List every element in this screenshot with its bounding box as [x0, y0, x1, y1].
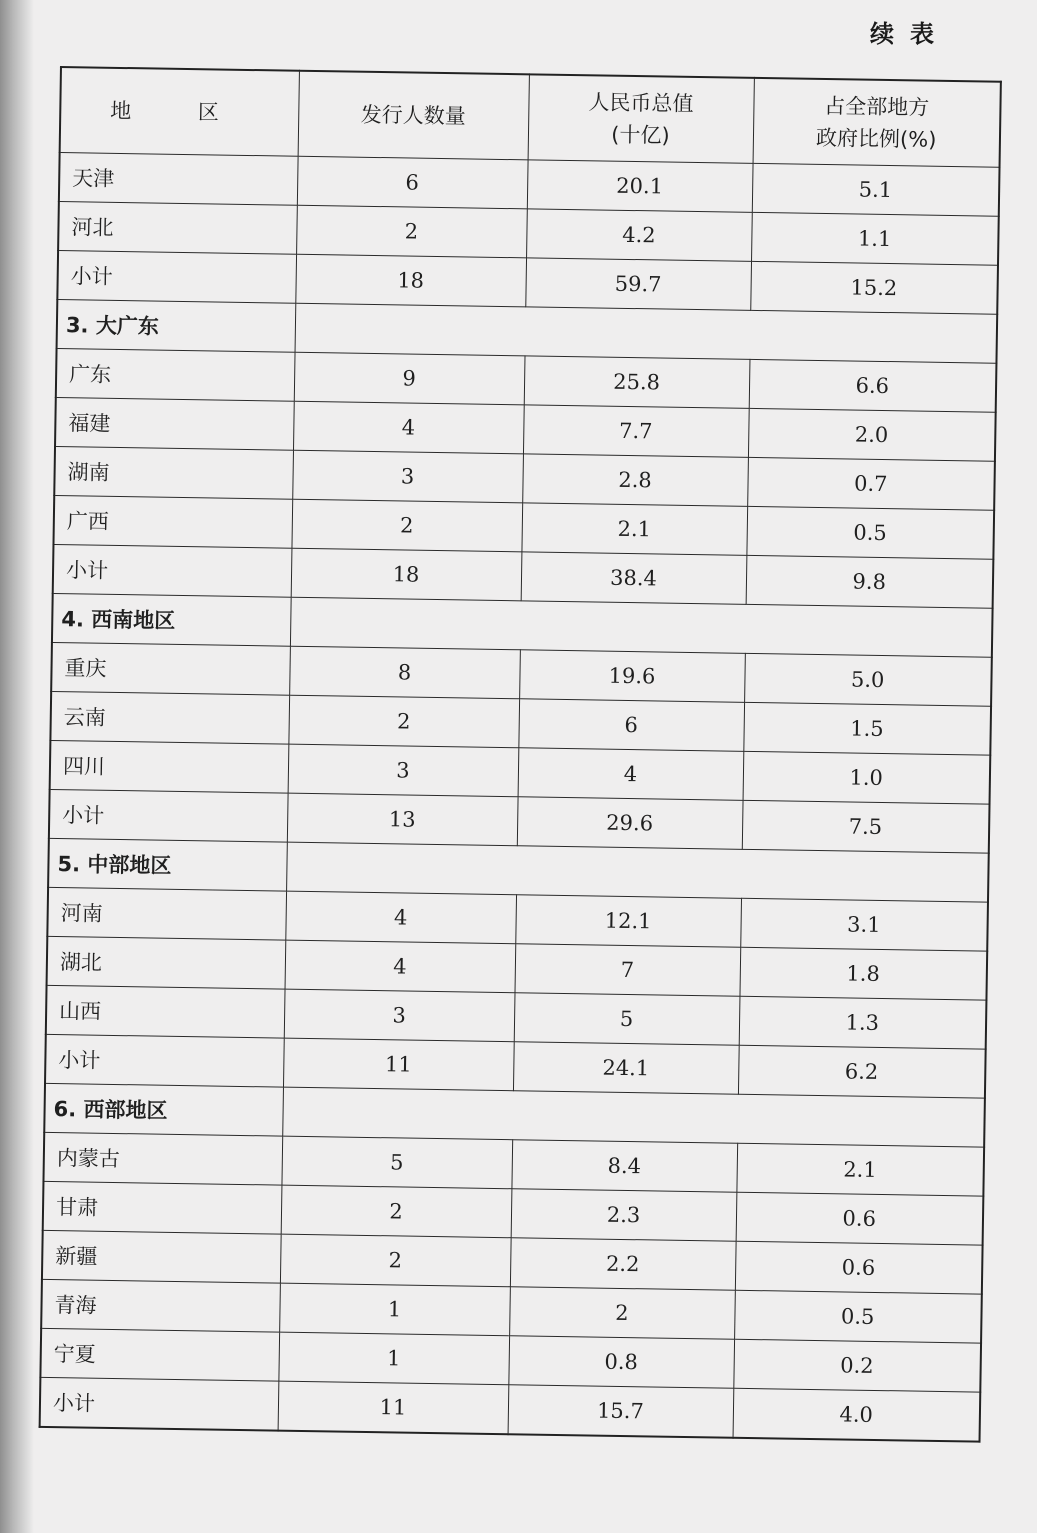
- cell-share: 1.0: [743, 751, 991, 804]
- cell-rmb-value: 15.7: [508, 1385, 734, 1438]
- header-rmb-line1: 人民币总值: [588, 90, 694, 116]
- cell-share: 1.1: [751, 212, 999, 265]
- cell-rmb-value: 25.8: [524, 356, 750, 409]
- cell-region: 广东: [56, 348, 295, 401]
- cell-rmb-value: 2.2: [510, 1238, 736, 1291]
- cell-issuers: 2: [291, 499, 522, 552]
- cell-share: 1.8: [739, 947, 987, 1000]
- cell-share: 15.2: [750, 261, 998, 314]
- cell-share: 3.1: [740, 898, 988, 951]
- cell-rmb-value: 4: [518, 748, 744, 801]
- cell-rmb-value: 6: [518, 699, 744, 752]
- cell-region: 宁夏: [40, 1328, 279, 1381]
- cell-issuers: 18: [291, 548, 522, 601]
- cell-region: 小计: [40, 1377, 279, 1430]
- group-label: 3. 大广东: [57, 299, 296, 352]
- group-label: 5. 中部地区: [48, 838, 287, 891]
- header-row: [60, 67, 1001, 167]
- header-issuers-label: 发行人数量: [360, 102, 466, 129]
- cell-issuers: 2: [296, 205, 527, 258]
- cell-region: 四川: [50, 740, 289, 793]
- cell-share: 0.6: [735, 1241, 983, 1294]
- cell-issuers: 5: [281, 1136, 512, 1189]
- cell-rmb-value: 5: [514, 993, 740, 1046]
- cell-share: 0.5: [734, 1290, 982, 1343]
- cell-rmb-value: 7.7: [523, 405, 749, 458]
- cell-issuers: 4: [285, 891, 516, 944]
- cell-share: 1.3: [739, 996, 987, 1049]
- cell-region: 小计: [49, 789, 288, 842]
- group-label: 6. 西部地区: [44, 1083, 283, 1136]
- table-header: [60, 67, 1001, 167]
- cell-share: 0.5: [746, 506, 994, 559]
- cell-issuers: 4: [293, 401, 524, 454]
- cell-region: 小计: [45, 1034, 284, 1087]
- cell-issuers: 3: [292, 450, 523, 503]
- cell-region: 河北: [58, 201, 297, 254]
- cell-share: 5.1: [752, 163, 1000, 216]
- header-issuers: [298, 71, 529, 160]
- cell-issuers: 9: [294, 352, 525, 405]
- cell-share: 6.2: [738, 1045, 986, 1098]
- cell-share: 2.1: [736, 1143, 984, 1196]
- page-header: 续表: [870, 20, 950, 48]
- cell-issuers: 2: [280, 1234, 511, 1287]
- cell-share: 6.6: [749, 359, 997, 412]
- header-share: [753, 78, 1001, 167]
- cell-region: 湖南: [54, 446, 293, 499]
- cell-issuers: 11: [283, 1038, 514, 1091]
- cell-region: 小计: [53, 544, 292, 597]
- table-body: [40, 153, 1000, 1442]
- cell-region: 福建: [55, 397, 294, 450]
- data-table: [39, 66, 1002, 1443]
- group-label: 4. 西南地区: [52, 593, 291, 646]
- cell-issuers: 1: [279, 1283, 510, 1336]
- cell-share: 7.5: [742, 800, 990, 853]
- header-rmb-line2: (十亿): [611, 122, 670, 148]
- cell-issuers: 2: [281, 1185, 512, 1238]
- cell-issuers: 1: [278, 1332, 509, 1385]
- cell-rmb-value: 0.8: [508, 1336, 734, 1389]
- cell-region: 甘肃: [43, 1181, 282, 1234]
- cell-rmb-value: 59.7: [525, 258, 751, 311]
- cell-share: 1.5: [743, 702, 991, 755]
- cell-rmb-value: 20.1: [527, 160, 753, 213]
- cell-rmb-value: 2.1: [521, 503, 747, 556]
- cell-region: 重庆: [51, 642, 290, 695]
- cell-issuers: 18: [295, 254, 526, 307]
- cell-rmb-value: 4.2: [526, 209, 752, 262]
- cell-rmb-value: 24.1: [513, 1042, 739, 1095]
- cell-rmb-value: 7: [514, 944, 740, 997]
- cell-share: 0.6: [736, 1192, 984, 1245]
- cell-region: 湖北: [47, 936, 286, 989]
- cell-region: 青海: [41, 1279, 280, 1332]
- cell-region: 天津: [59, 153, 298, 206]
- cell-rmb-value: 2.3: [511, 1189, 737, 1242]
- cell-region: 山西: [46, 985, 285, 1038]
- cell-rmb-value: 12.1: [515, 895, 741, 948]
- cell-rmb-value: 2: [509, 1287, 735, 1340]
- cell-region: 云南: [50, 691, 289, 744]
- cell-issuers: 6: [297, 156, 528, 209]
- cell-issuers: 13: [287, 793, 518, 846]
- header-rmb: [528, 74, 754, 163]
- cell-rmb-value: 38.4: [521, 552, 747, 605]
- table-container: [39, 66, 1000, 1443]
- cell-region: 新疆: [42, 1230, 281, 1283]
- cell-share: 4.0: [733, 1388, 981, 1441]
- cell-share: 0.7: [747, 457, 995, 510]
- cell-rmb-value: 2.8: [522, 454, 748, 507]
- header-region-label: 地 区: [110, 98, 250, 125]
- cell-share: 5.0: [744, 653, 992, 706]
- cell-issuers: 2: [288, 695, 519, 748]
- cell-rmb-value: 29.6: [517, 797, 743, 850]
- header-share-line1: 占全部地方: [824, 94, 930, 120]
- cell-share: 2.0: [748, 408, 996, 461]
- cell-issuers: 3: [288, 744, 519, 797]
- cell-region: 广西: [53, 495, 292, 548]
- cell-rmb-value: 19.6: [519, 650, 745, 703]
- cell-region: 小计: [57, 250, 296, 303]
- header-region: [60, 67, 299, 156]
- cell-issuers: 4: [285, 940, 516, 993]
- cell-issuers: 8: [289, 646, 520, 699]
- cell-region: 内蒙古: [43, 1132, 282, 1185]
- cell-region: 河南: [47, 887, 286, 940]
- cell-share: 0.2: [733, 1339, 981, 1392]
- page-binding-shadow: [0, 0, 34, 1533]
- cell-share: 9.8: [746, 555, 994, 608]
- cell-issuers: 11: [278, 1381, 509, 1434]
- cell-issuers: 3: [284, 989, 515, 1042]
- header-share-line2: 政府比例(%): [815, 125, 937, 152]
- cell-rmb-value: 8.4: [511, 1140, 737, 1193]
